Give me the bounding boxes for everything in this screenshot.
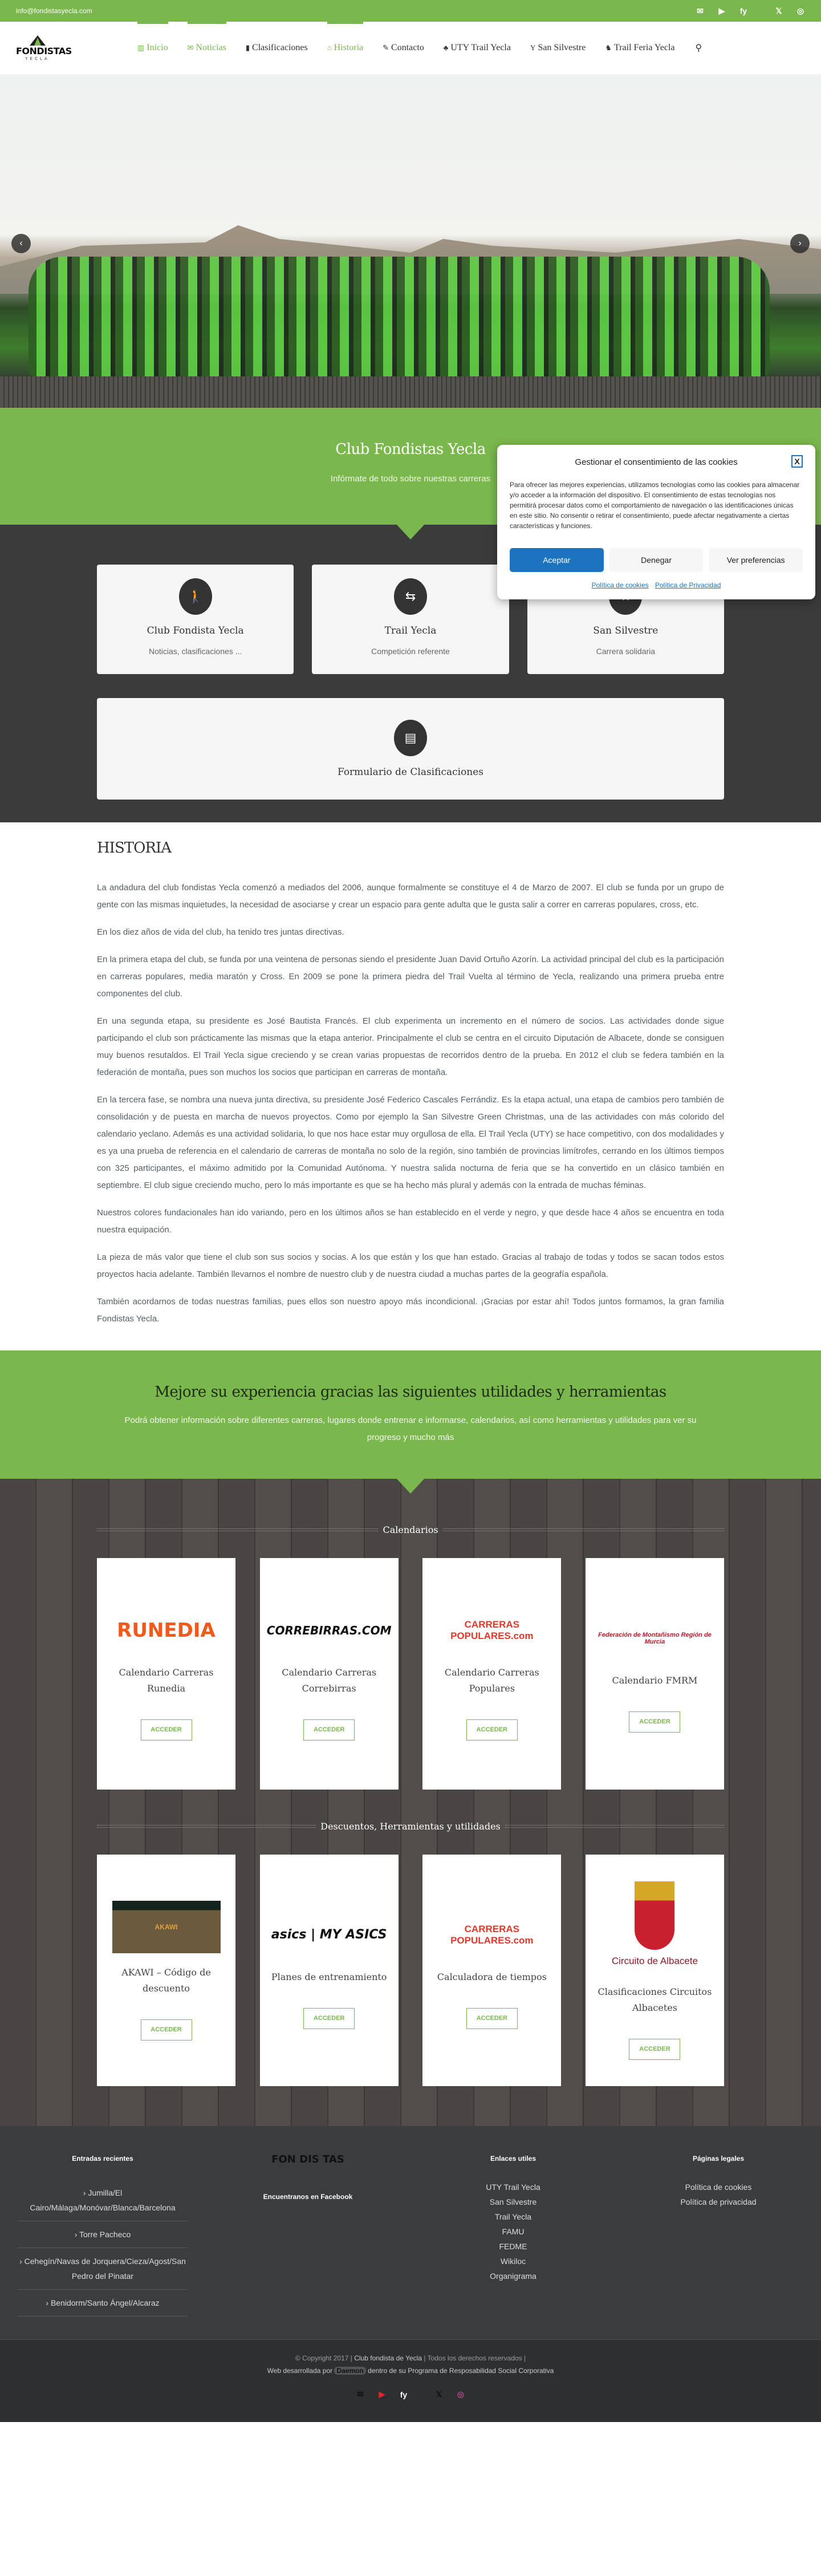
tile-title: Calendario Carreras Runedia (119, 1666, 214, 1694)
cookie-title: Gestionar el consentimiento de las cookies (575, 457, 738, 467)
tile-title: Calculadora de tiempos (437, 1971, 547, 1982)
fondistas-footer-logo[interactable]: FON DIS TAS (271, 2153, 344, 2165)
tools-subtitle: Podrá obtener información sobre diferentes carreras, lugares donde entrenar e informarse, calendarios, así como herramientas y utilidades para ver su progreso y mucho más (124, 1415, 697, 1442)
accept-button[interactable]: Aceptar (510, 548, 604, 572)
runedia-logo: RUNEDIA (117, 1618, 216, 1642)
footer-heading: Entradas recientes (72, 2155, 133, 2163)
feature-title: Trail Yecla (384, 625, 437, 636)
footer-link[interactable]: FAMU (502, 2227, 525, 2236)
feature-card-trail[interactable] (312, 565, 509, 674)
historia-paragraph: Nuestros colores fundacionales han ido variando, pero en los últimos años se han establecido en el verde y negro, y que desde hace 4 años se encuentra en toda nuestra equipación. (97, 1208, 724, 1235)
hero-image-team-photo (29, 257, 770, 376)
tile-akawi (97, 1855, 235, 2086)
banner-pointer (396, 524, 425, 539)
id-card-icon: ▤ (394, 720, 427, 756)
acceder-button[interactable]: ACCEDER (466, 2008, 518, 2029)
nav-historia[interactable] (327, 22, 363, 74)
nav-label: UTY Trail Yecla (450, 43, 511, 52)
tile-title: Planes de entrenamiento (271, 1971, 387, 1982)
contact-email-link[interactable]: info@fondistasyecla.com (16, 7, 92, 15)
historia-paragraph: En una segunda etapa, su presidente es José Bautista Francés. El club experimenta un incremento en el número de socios. Las actividades donde sigue participando el club son prácticamente las mismas que la etapa anterior. Principalmente el club se centra en el circuito Diputación de Albacete, donde se consiguen muy buenos resutaldos. El Trail Yecla sigue creciendo y se crean varias propuestas de recorridos dentro de la prueba. En 2012 el club se federa también en la federación de montaña, pues son muchos los socios que participan en carreras de montaña. (97, 1016, 724, 1077)
historia-paragraph: En la primera etapa del club, se funda por una veintena de personas siendo el presidente Juan David Ortuño Azorín. La actividad principal del club es la participación en carreras populares, media maratón y Cross. En 2009 se pone la primera piedra del Trail Vuelta al término de Yecla, realizando una primera prueba entre componentes del club. (97, 955, 724, 999)
tools-title: Mejore su experiencia gracias las siguientes utilidades y herramientas (155, 1384, 666, 1401)
home-icon: ▥ (137, 43, 145, 52)
recent-post-link[interactable]: › Benidorm/Santo Ángel/Alcaraz (17, 2290, 188, 2317)
correbirras-logo: CORREBIRRAS.COM (266, 1623, 392, 1637)
historia-paragraph: La pieza de más valor que tiene el club son sus socios y socias. A los que están y los que han estado. Gracias al trabajo de todas y todos se sacan todos estos proyectos hacia adelante. También llevarnos el nombre de nuestro club y de nuestra ciudad a muchas partes de la geografía española. (97, 1252, 724, 1279)
nav-label: Inicio (147, 43, 168, 52)
akawi-screenshot: AKAWI (112, 1901, 221, 1953)
slider-prev-button[interactable]: ‹ (11, 234, 31, 253)
logo-name: FONDISTAS (16, 45, 72, 56)
signpost-icon: ⇆ (394, 578, 427, 615)
deny-button[interactable]: Denegar (609, 548, 704, 572)
tile-runedia (97, 1558, 235, 1790)
nav-label: Contacto (391, 43, 424, 52)
footer-heading: Encuentranos en Facebook (263, 2193, 353, 2201)
main-nav (137, 22, 675, 74)
email-icon[interactable]: ✉ (357, 2390, 364, 2399)
acceder-button[interactable]: ACCEDER (629, 1711, 680, 1733)
feature-subtitle: Noticias, clasificaciones ... (148, 647, 242, 656)
developer-prefix: Web desarrollada por (267, 2367, 333, 2375)
envelope-icon: ✉ (187, 43, 194, 52)
banner-pointer (396, 1478, 425, 1494)
fondistas-icon[interactable]: fy (400, 2390, 408, 2399)
footer-link[interactable]: Wikiloc (500, 2257, 526, 2266)
feature-card-club[interactable] (97, 565, 294, 674)
herramientas-heading (97, 1821, 724, 1832)
tile-title: Calendario FMRM (612, 1674, 698, 1686)
privacy-policy-link[interactable]: Política de Privacidad (655, 581, 721, 589)
tools-banner (0, 1350, 821, 1479)
historia-paragraph: En la tercera fase, se nombra una nueva junta directiva, su presidente José Federico Cascales Ferrándiz. Es la etapa actual, una etapa de cambios pero también de consolidación y de puesta en marcha de nuevos proyectos. Como por ejemplo la San Silvestre Green Christmas, una de las actividades con más colorido del calendario yeclano. Además es una actividad solidaria, lo que nos hace estar muy orgullosa de ella. El Trail Yecla (UTY) se hace competitivo, con dos modalidades y es ya una prueba de referencia en el calendario de carreras de montaña no solo de la región, sino también de provincias limítrofes, cerrando en los últimos tiempos con 325 participantes, el máximo admitido por la Comunidad Autónoma. Y nuestra salida nocturna de feria que se ha convertido en un clásico también en septiembre. El club sigue creciendo mucho, pero lo más importante es que se ha hecho más plural y además con la entrada de muchas féminas. (97, 1095, 724, 1190)
acceder-button[interactable]: ACCEDER (629, 2039, 680, 2060)
footer-link[interactable]: Política de cookies (685, 2182, 752, 2192)
calendarios-heading (97, 1524, 724, 1535)
nav-uty-trail-yecla[interactable] (444, 22, 511, 74)
instagram-icon[interactable]: ◎ (457, 2390, 465, 2399)
youtube-icon[interactable]: ▶ (718, 6, 725, 15)
fmrm-logo: Federación de Montañismo Región de Murcia (598, 1631, 712, 1645)
albacete-coat-of-arms-icon (635, 1881, 674, 1950)
historia-title: HISTORIA (97, 839, 172, 857)
close-icon[interactable]: X (791, 455, 803, 468)
tile-albacete (586, 1855, 724, 2086)
hero-slider (0, 74, 821, 408)
site-footer (0, 2126, 821, 2340)
tile-title: Calendario Carreras Correbirras (282, 1666, 377, 1694)
recent-post-link[interactable]: › Torre Pacheco (17, 2221, 188, 2248)
recent-post-link[interactable]: › Jumilla/El Cairo/Málaga/Monóvar/Blanca/Barcelona (17, 2180, 188, 2221)
top-social-links (696, 6, 805, 16)
footer-link[interactable]: FEDME (499, 2242, 527, 2251)
feature-subtitle: Competición referente (371, 647, 450, 656)
feature-title: San Silvestre (593, 625, 659, 636)
runner-icon: ♞ (605, 43, 612, 52)
youtube-icon[interactable]: ▶ (379, 2390, 385, 2399)
herramientas-grid (97, 1855, 724, 2086)
nav-label: Trail Feria Yecla (614, 43, 675, 52)
tile-asics (260, 1855, 399, 2086)
carreras-populares-logo: CARRERAS POPULARES.com (450, 1618, 534, 1641)
copyright-bar (0, 2340, 821, 2422)
footer-link[interactable]: Organigrama (490, 2271, 537, 2281)
carreras-populares-logo: CARRERAS POPULARES.com (450, 1923, 534, 1946)
footer-recent-posts (0, 2155, 205, 2317)
tile-correbirras (260, 1558, 399, 1790)
cookie-policy-link[interactable]: Política de cookies (591, 581, 649, 589)
circuito-albacete-logo: Circuito de Albacete (611, 1955, 698, 1966)
feature-subtitle: Carrera solidaria (596, 647, 656, 656)
cocktail-icon: Y (530, 43, 536, 52)
tile-carreras-populares (422, 1558, 561, 1790)
recent-post-link[interactable]: › Cehegín/Navas de Jorquera/Cieza/Agost/San Pedro del Pinatar (17, 2248, 188, 2290)
section-heading: Calendarios (383, 1524, 438, 1535)
historia-paragraph: La andadura del club fondistas Yecla comenzó a mediados del 2006, aunque formalmente se constituye el 4 de Marzo de 2007. El club se funda por un grupo de gente con las mismas inquietudes, la necesidad de asociarse y crear un espacio para gente adulta que le gusta salir a correr en carreras populares, cross, etc. (97, 883, 724, 910)
developer-link[interactable]: Daemon (334, 2367, 365, 2375)
museum-icon: ⌂ (327, 43, 332, 52)
hero-image-deck (0, 376, 821, 408)
feature-title: Club Fondista Yecla (147, 625, 244, 636)
historia-paragraph: También acordarnos de todas nuestras familias, pues ellos son nuestro apoyo más incondicional. ¡Gracias por estar ahí! Todos juntos formamos, la gran familia Fondistas Yecla. (97, 1297, 724, 1324)
site-logo[interactable] (16, 35, 72, 61)
tile-title: Clasificaciones Circuitos Albacetes (598, 1986, 712, 2013)
tile-title: AKAWI – Código de descuento (121, 1966, 211, 1994)
footer-link[interactable]: San Silvestre (489, 2197, 537, 2206)
calendarios-grid (97, 1558, 724, 1790)
tile-title: Calendario Carreras Populares (444, 1666, 539, 1694)
intro-title: Club Fondistas Yecla (335, 441, 486, 458)
feature-card-formulario[interactable] (97, 698, 724, 800)
nav-noticias[interactable] (188, 22, 226, 74)
footer-useful-links (410, 2155, 616, 2317)
fondistas-icon[interactable]: fy (739, 6, 747, 15)
contact-icon: ✎ (383, 43, 389, 52)
developer-suffix: dentro de su Programa de Resposabilidad Social Corporativa (368, 2367, 554, 2375)
acceder-button[interactable]: ACCEDER (303, 1719, 355, 1741)
club-link[interactable]: Club fondista de Yecla (354, 2354, 422, 2362)
acceder-button[interactable]: ACCEDER (303, 2008, 355, 2029)
footer-heading: Enlaces utiles (490, 2155, 537, 2163)
cookie-consent-dialog (497, 445, 815, 599)
tools-section (0, 1479, 821, 2126)
cookie-text: Para ofrecer las mejores experiencias, utilizamos tecnologías como las cookies para almacenar y/o acceder a la información del dispositivo. El consentimiento de estas tecnologías nos permitirá procesar datos como el comportamiento de navegación o las identificaciones únicas en este sitio. No consentir o retirar el consentimiento, puede afectar negativamente a ciertas características y funciones. (510, 481, 800, 530)
document-icon: ▮ (245, 43, 250, 52)
footer-link[interactable]: UTY Trail Yecla (486, 2182, 540, 2192)
nav-inicio[interactable] (137, 22, 168, 74)
nav-san-silvestre[interactable] (530, 22, 586, 74)
acceder-button[interactable]: ACCEDER (141, 2019, 192, 2040)
copyright-text: © Copyright 2017 | (295, 2354, 352, 2362)
nav-clasificaciones[interactable] (246, 22, 308, 74)
nav-label: Historia (334, 43, 364, 52)
section-heading: Descuentos, Herramientas y utilidades (320, 1821, 501, 1832)
footer-social-links (0, 2390, 821, 2399)
x-icon[interactable]: 𝕏 (775, 6, 782, 15)
asics-logo: asics | MY ASICS (271, 1928, 387, 1942)
logo-subtitle: YECLA (25, 56, 50, 61)
acceder-button[interactable]: ACCEDER (466, 1719, 518, 1741)
search-icon[interactable]: ⚲ (695, 43, 702, 53)
email-icon[interactable]: ✉ (697, 6, 704, 15)
acceder-button[interactable]: ACCEDER (141, 1719, 192, 1741)
slider-next-button[interactable]: › (790, 234, 810, 253)
nav-label: San Silvestre (538, 43, 586, 52)
preferences-button[interactable]: Ver preferencias (709, 548, 803, 572)
footer-link[interactable]: Política de privacidad (680, 2197, 757, 2206)
historia-section (97, 822, 724, 1350)
intro-subtitle: Infórmate de todo sobre nuestras carreras (330, 474, 491, 484)
top-bar (0, 0, 821, 22)
nav-label: Clasificaciones (252, 43, 308, 52)
historia-paragraph: En los diez años de vida del club, ha tenido tres juntas directivas. (97, 927, 344, 937)
footer-legal-links (616, 2155, 821, 2317)
logo-mountain-icon (30, 35, 46, 46)
nav-label: Noticias (196, 43, 226, 52)
footer-link[interactable]: Trail Yecla (494, 2212, 532, 2221)
rights-text: | Todos los derechos reservados | (424, 2354, 526, 2362)
person-icon: 🚶 (179, 578, 212, 615)
instagram-icon[interactable]: ◎ (796, 6, 804, 15)
footer-heading: Páginas legales (692, 2155, 745, 2163)
tree-icon: ♣ (443, 43, 449, 52)
footer-facebook (205, 2155, 410, 2317)
site-header (0, 22, 821, 74)
nav-trail-feria-yecla[interactable] (605, 22, 674, 74)
tile-fmrm (586, 1558, 724, 1790)
nav-contacto[interactable] (383, 22, 424, 74)
x-icon[interactable]: 𝕏 (436, 2390, 442, 2399)
feature-title: Formulario de Clasificaciones (337, 766, 484, 778)
tile-calculadora (422, 1855, 561, 2086)
